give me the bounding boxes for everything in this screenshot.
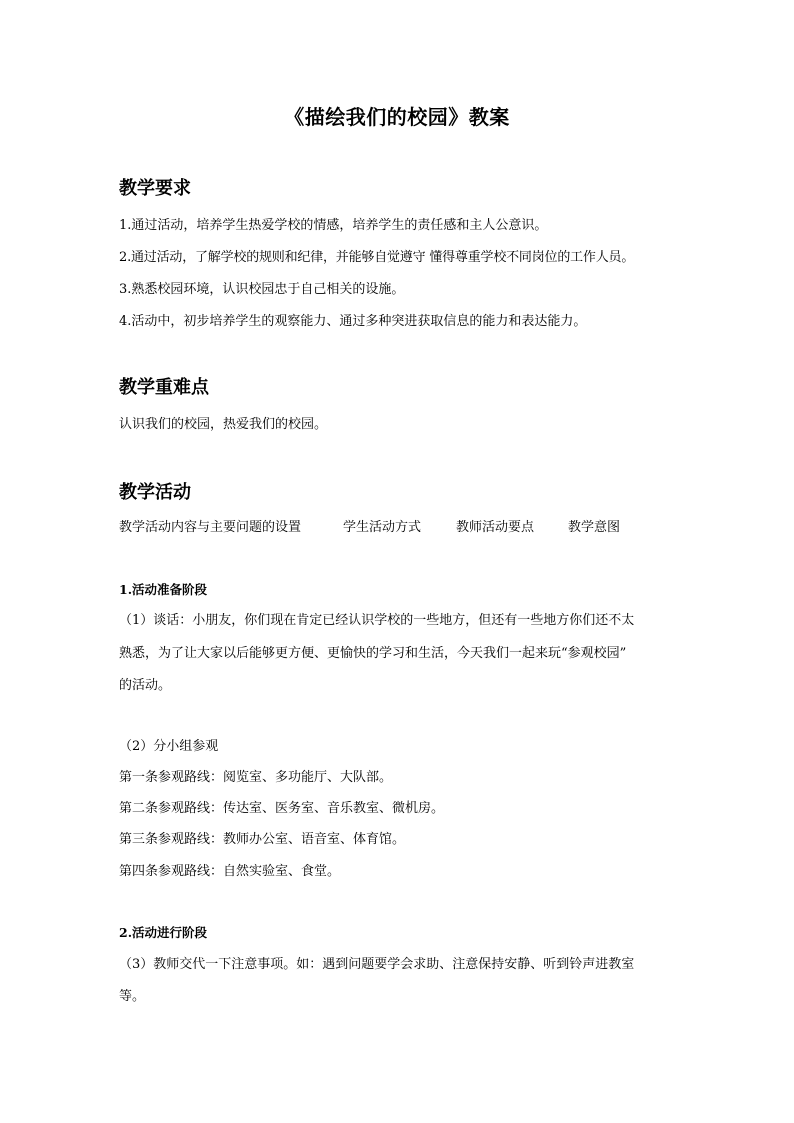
route-4: 第四条参观路线：自然实验室、食堂。 (119, 864, 341, 879)
column-header-student: 学生活动方式 (343, 520, 422, 535)
column-header-intent: 教学意图 (568, 520, 621, 535)
requirements-heading: 教学要求 (119, 178, 191, 199)
requirement-item-1: 1.通过活动，培养学生热爱学校的情感，培养学生的责任感和主人公意识。 (119, 218, 548, 233)
route-2: 第二条参观路线：传达室、医务室、音乐教室、微机房。 (119, 801, 445, 816)
stage2-heading: 2.活动进行阶段 (119, 925, 208, 940)
key-points-heading: 教学重难点 (119, 377, 209, 398)
stage1-heading: 1.活动准备阶段 (119, 582, 208, 597)
column-header-teacher: 教师活动要点 (456, 520, 535, 535)
requirement-item-2: 2.通过活动，了解学校的规则和纪律，并能够自觉遵守 懂得尊重学校不同岗位的工作人员。 (119, 250, 635, 265)
requirement-item-4: 4.活动中，初步培养学生的观察能力、通过多种突进获取信息的能力和表达能力。 (119, 314, 587, 329)
activities-heading: 教学活动 (119, 482, 191, 503)
stage2-para3-line2: 等。 (119, 989, 146, 1004)
stage2-para3-line1: （3）教师交代一下注意事项。如：遇到问题要学会求助、注意保持安静、听到铃声进教室 (119, 957, 635, 972)
stage1-para2-title: （2）分小组参观 (119, 739, 219, 754)
stage1-para1-line1: （1）谈话：小朋友，你们现在肯定已经认识学校的一些地方，但还有一些地方你们还不太 (119, 613, 635, 628)
route-3: 第三条参观路线：教师办公室、语音室、体育馆。 (119, 832, 406, 847)
stage1-para1-line2: 熟悉，为了让大家以后能够更方便、更愉快的学习和生活，今天我们一起来玩“参观校园” (119, 646, 627, 661)
route-1: 第一条参观路线：阅览室、多功能厅、大队部。 (119, 770, 393, 785)
column-header-content: 教学活动内容与主要问题的设置 (119, 520, 302, 535)
requirement-item-3: 3.熟悉校园环境，认识校园忠于自己相关的设施。 (119, 282, 405, 297)
document-title: 《描绘我们的校园》教案 (284, 105, 510, 129)
stage1-para1-line3: 的活动。 (119, 678, 172, 693)
key-points-text: 认识我们的校园，热爱我们的校园。 (119, 417, 328, 432)
